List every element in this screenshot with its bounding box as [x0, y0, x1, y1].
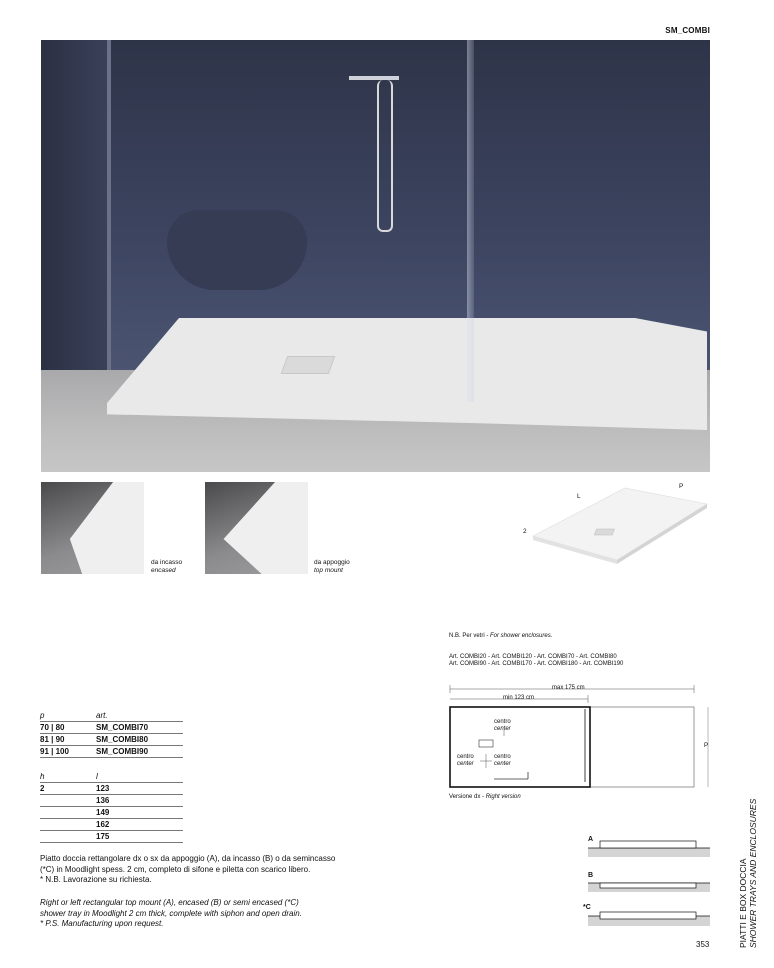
- hero-photo: [41, 40, 710, 472]
- table-row: 2 123: [40, 783, 183, 795]
- section-diagrams: [586, 836, 712, 936]
- description-en: Right or left rectangular top mount (A), encased (B) or semi encased (*C) shower tray in Moodlight 2 cm thick, complete with siphon and open drain. * P.S. Manufacturing upon request.: [40, 898, 302, 928]
- dim-p: P: [704, 743, 709, 749]
- version-caption: Versione dx - Right version: [449, 794, 521, 800]
- articles-line-2: Art. COMBI90 - Art. COMBI170 - Art. COMBI180 - Art. COMBI190: [449, 661, 624, 667]
- centro-label-2: centro center: [457, 754, 474, 767]
- head-h: h: [40, 772, 45, 781]
- dim-max: max 175 cm: [552, 685, 585, 691]
- head-art: art.: [96, 711, 108, 720]
- page-number: 353: [696, 940, 710, 949]
- centro-label-3: centro center: [494, 754, 511, 767]
- section-label-b: B: [588, 872, 594, 879]
- dim-min: min 123 cm: [503, 695, 535, 701]
- description-it: Piatto doccia rettangolare dx o sx da appoggio (A), da incasso (B) o da semincasso (*C) in Moodlight spess. 2 cm, completo di sifone e piletta con scarico libero. * N.B. Lavorazione su richiesta.: [40, 854, 336, 884]
- article-table: [40, 710, 183, 758]
- encased-detail-photo: [41, 482, 144, 574]
- table-row: 149: [40, 807, 183, 819]
- articles-line-1: Art. COMBI20 - Art. COMBI120 - Art. COMBI70 - Art. COMBI80: [449, 654, 617, 660]
- top-mount-caption: da appoggio top mount: [314, 559, 350, 574]
- size-table: [40, 771, 183, 843]
- iso-label-2: 2: [523, 528, 527, 535]
- table-row: 175: [40, 831, 183, 843]
- top-mount-detail-photo: [205, 482, 308, 574]
- encased-caption: da incasso encased: [151, 559, 183, 574]
- section-label-c: *C: [583, 904, 591, 911]
- table-row: 91 | 100 SM_COMBI90: [40, 746, 183, 758]
- tray-isometric-drawing: [515, 478, 715, 578]
- table-row: 136: [40, 795, 183, 807]
- product-code: SM_COMBI: [665, 26, 710, 35]
- table-row: 81 | 90 SM_COMBI80: [40, 734, 183, 746]
- iso-label-p: P: [679, 483, 684, 490]
- enclosure-note: N.B. Per vetri - For shower enclosures.: [449, 633, 553, 639]
- category-side-label: PIATTI E BOX DOCCIA SHOWER TRAYS AND ENCLOSURES: [738, 798, 758, 948]
- iso-label-l: L: [577, 493, 581, 500]
- table-row: 162: [40, 819, 183, 831]
- centro-label-1: centro center: [494, 719, 511, 732]
- section-label-a: A: [588, 836, 594, 843]
- head-l: l: [96, 772, 98, 781]
- plan-diagram: [446, 682, 716, 792]
- head-p: p: [40, 711, 45, 720]
- table-row: 70 | 80 SM_COMBI70: [40, 722, 183, 734]
